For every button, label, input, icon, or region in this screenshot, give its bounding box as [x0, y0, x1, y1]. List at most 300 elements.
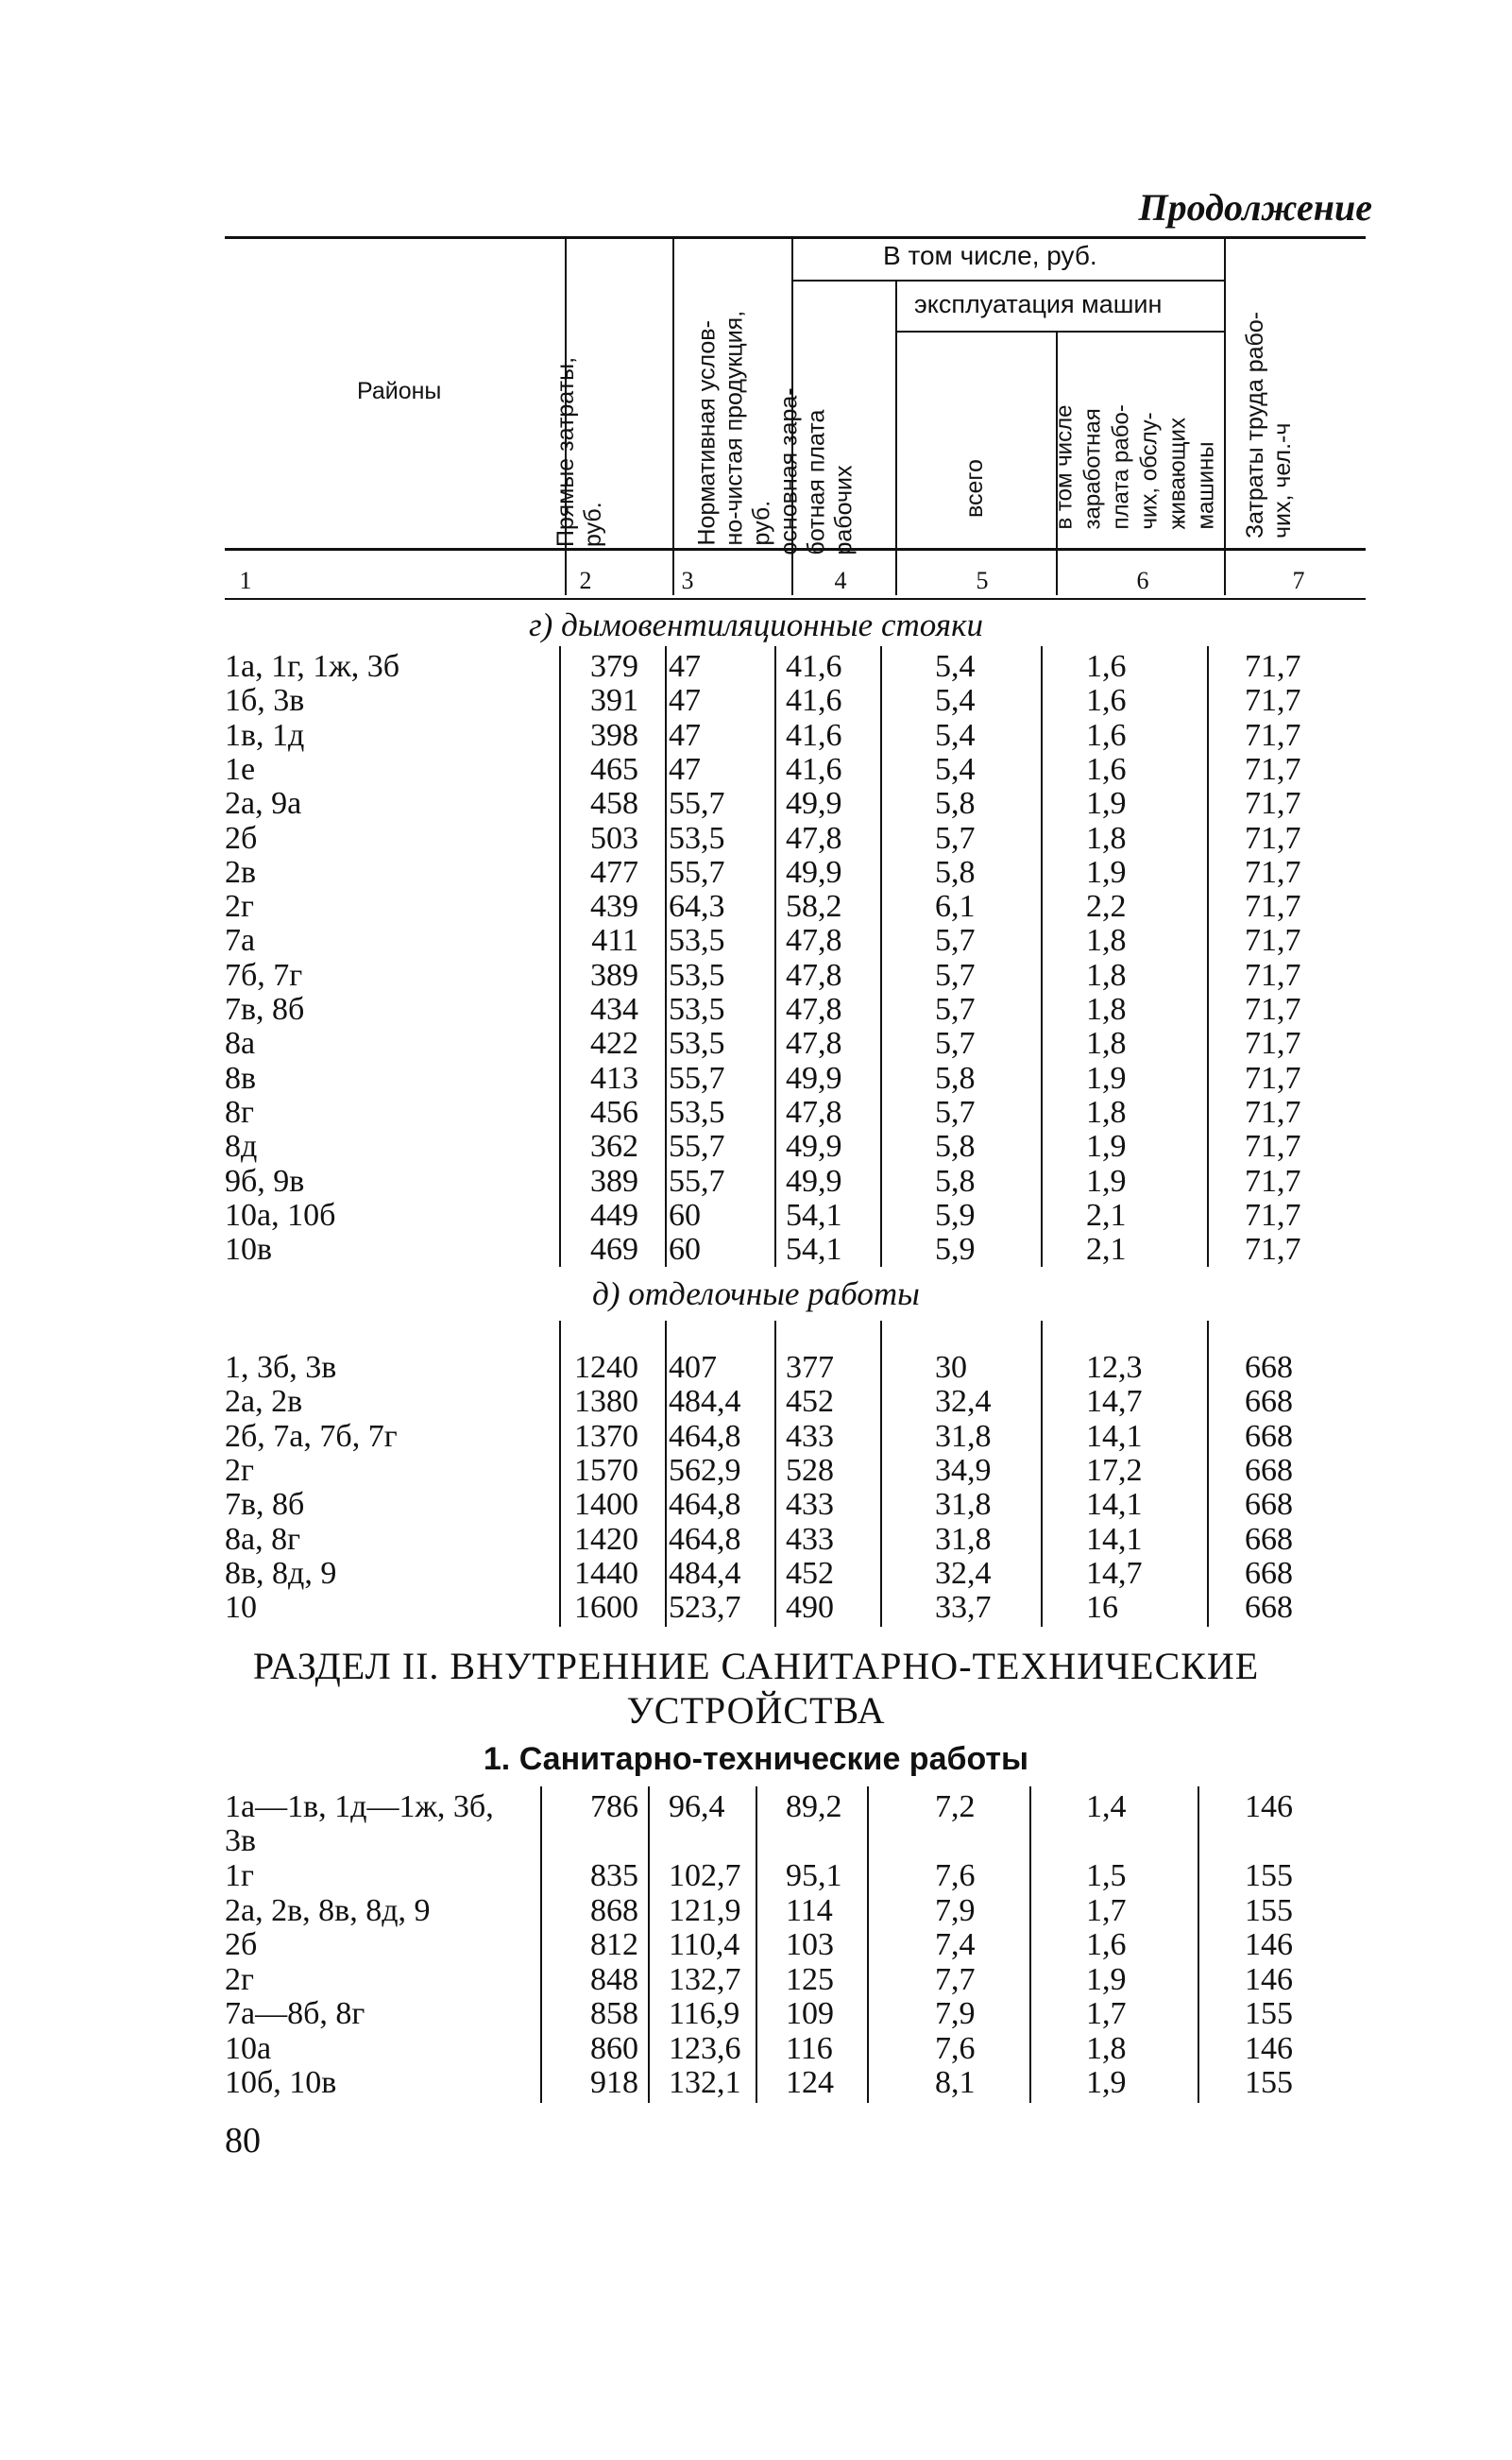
region-cell: 8г: [225, 1094, 254, 1130]
value-cell: 1,8: [1086, 957, 1127, 993]
value-cell: 47,8: [786, 923, 842, 959]
value-cell: 668: [1245, 1487, 1293, 1523]
table-row: [0, 856, 1512, 890]
region-cell: 9б, 9в: [225, 1163, 305, 1199]
region-cell: 2г: [225, 1961, 254, 1997]
value-cell: 155: [1245, 1892, 1293, 1928]
value-cell: 7,6: [935, 1858, 976, 1893]
value-cell: 464,8: [669, 1418, 741, 1454]
table-row: [0, 1165, 1512, 1199]
value-cell: 1,6: [1086, 649, 1127, 684]
value-cell: 53,5: [669, 957, 725, 993]
table-row: [0, 650, 1512, 684]
colnum-bottom-rule: [225, 598, 1366, 600]
value-cell: 54,1: [786, 1197, 842, 1233]
value-cell: 668: [1245, 1350, 1293, 1385]
value-cell: 34,9: [935, 1452, 992, 1488]
value-cell: 5,9: [935, 1232, 976, 1268]
value-cell: 41,6: [786, 683, 842, 719]
value-cell: 32,4: [935, 1384, 992, 1420]
table-row: [0, 1199, 1512, 1233]
col-wages-header: основная зара- ботная плата рабочих: [775, 387, 858, 555]
value-cell: 71,7: [1245, 1060, 1301, 1096]
col-labor-header: Затраты труда рабо- чих, чел.-ч: [1242, 311, 1296, 538]
value-cell: 1,9: [1086, 854, 1127, 890]
value-cell: 124: [786, 2065, 834, 2100]
table-row: [0, 1963, 1512, 1997]
part-title: РАЗДЕЛ II. ВНУТРЕННИЕ САНИТАРНО-ТЕХНИЧЕСКИЕ: [252, 1645, 1260, 1687]
region-cell: 2б: [225, 820, 258, 856]
value-cell: 155: [1245, 1996, 1293, 2031]
table-row: [0, 1997, 1512, 2031]
header-top-rule: [225, 236, 1366, 239]
value-cell: 7,6: [935, 2030, 976, 2066]
table-row: [0, 1591, 1512, 1625]
value-cell: 2,1: [1086, 1197, 1127, 1233]
value-cell: 1,8: [1086, 1026, 1127, 1062]
value-cell: 5,4: [935, 751, 976, 787]
value-cell: 55,7: [669, 1129, 725, 1165]
value-cell: 49,9: [786, 1163, 842, 1199]
value-cell: 433: [786, 1487, 834, 1523]
value-cell: 31,8: [935, 1487, 992, 1523]
value-cell: 1,8: [1086, 992, 1127, 1027]
value-cell: 413: [590, 1060, 638, 1096]
table-row: [0, 1488, 1512, 1522]
value-cell: 103: [786, 1927, 834, 1962]
value-cell: 53,5: [669, 1094, 725, 1130]
value-cell: 1420: [574, 1521, 638, 1557]
value-cell: 53,5: [669, 923, 725, 959]
table-row: [0, 924, 1512, 958]
value-cell: 132,7: [669, 1961, 741, 1997]
value-cell: 55,7: [669, 786, 725, 822]
value-cell: 14,1: [1086, 1521, 1143, 1557]
value-cell: 389: [590, 957, 638, 993]
value-cell: 49,9: [786, 1129, 842, 1165]
value-cell: 53,5: [669, 1026, 725, 1062]
value-cell: 5,8: [935, 1163, 976, 1199]
value-cell: 32,4: [935, 1555, 992, 1591]
value-cell: 71,7: [1245, 923, 1301, 959]
continued-label: Продолжение: [1138, 186, 1372, 229]
region-cell: 1а, 1г, 1ж, 3б: [225, 649, 399, 684]
value-cell: 452: [786, 1555, 834, 1591]
value-cell: 114: [786, 1892, 833, 1928]
value-cell: 71,7: [1245, 1197, 1301, 1233]
value-cell: 2,1: [1086, 1232, 1127, 1268]
value-cell: 2,2: [1086, 889, 1127, 925]
value-cell: 668: [1245, 1452, 1293, 1488]
value-cell: 464,8: [669, 1521, 741, 1557]
value-cell: 8,1: [935, 2065, 976, 2100]
value-cell: 110,4: [669, 1927, 740, 1962]
value-cell: 71,7: [1245, 889, 1301, 925]
value-cell: 422: [590, 1026, 638, 1062]
value-cell: 89,2: [786, 1789, 842, 1824]
region-cell: 2а, 2в, 8в, 8д, 9: [225, 1892, 431, 1928]
value-cell: 33,7: [935, 1590, 992, 1626]
value-cell: 5,7: [935, 1026, 976, 1062]
value-cell: 469: [590, 1232, 638, 1268]
value-cell: 5,8: [935, 1060, 976, 1096]
region-cell: 10: [225, 1590, 257, 1626]
value-cell: 1,8: [1086, 820, 1127, 856]
value-cell: 391: [590, 683, 638, 719]
value-cell: 58,2: [786, 889, 842, 925]
column-number: 5: [976, 567, 989, 594]
table-row: [0, 1385, 1512, 1419]
value-cell: 1,6: [1086, 717, 1127, 753]
table-row: [0, 684, 1512, 718]
value-cell: 102,7: [669, 1858, 741, 1893]
value-cell: 12,3: [1086, 1350, 1143, 1385]
value-cell: 377: [786, 1350, 834, 1385]
value-cell: 31,8: [935, 1521, 992, 1557]
value-cell: 146: [1245, 2030, 1293, 2066]
value-cell: 7,7: [935, 1961, 976, 1997]
section-title: г) дымовентиляционные стояки: [529, 606, 983, 643]
column-number: 1: [239, 567, 252, 594]
value-cell: 41,6: [786, 717, 842, 753]
header-divider: [672, 238, 674, 595]
value-cell: 5,7: [935, 1094, 976, 1130]
table-row: [0, 1859, 1512, 1893]
region-cell: 2г: [225, 1452, 254, 1488]
table-row: [0, 1789, 1512, 1858]
region-cell: 8д: [225, 1129, 258, 1165]
table-row: [0, 822, 1512, 856]
value-cell: 47: [669, 649, 701, 684]
region-cell: 1а—1в, 1д—1ж, 3б,: [225, 1789, 494, 1824]
value-cell: 6,1: [935, 889, 976, 925]
value-cell: 1,5: [1086, 1858, 1127, 1893]
value-cell: 96,4: [669, 1789, 725, 1824]
value-cell: 490: [786, 1590, 834, 1626]
value-cell: 458: [590, 786, 638, 822]
value-cell: 1,8: [1086, 2030, 1127, 2066]
value-cell: 5,8: [935, 854, 976, 890]
value-cell: 64,3: [669, 889, 725, 925]
value-cell: 668: [1245, 1590, 1293, 1626]
table-row: [0, 1062, 1512, 1096]
table-row: [0, 1523, 1512, 1557]
value-cell: 484,4: [669, 1555, 741, 1591]
value-cell: 465: [590, 751, 638, 787]
value-cell: 1600: [574, 1590, 638, 1626]
value-cell: 434: [590, 992, 638, 1027]
group-incl-rule: [791, 280, 1224, 282]
table-row: [0, 1557, 1512, 1591]
value-cell: 41,6: [786, 649, 842, 684]
part-title-continued: УСТРОЙСТВА: [626, 1689, 886, 1732]
table-row: [0, 753, 1512, 787]
value-cell: 1,9: [1086, 2065, 1127, 2100]
value-cell: 668: [1245, 1555, 1293, 1591]
table-row: [0, 2032, 1512, 2066]
value-cell: 5,7: [935, 957, 976, 993]
value-cell: 1,9: [1086, 786, 1127, 822]
value-cell: 53,5: [669, 992, 725, 1027]
value-cell: 668: [1245, 1384, 1293, 1420]
value-cell: 812: [590, 1927, 638, 1962]
column-number: 6: [1136, 567, 1149, 594]
value-cell: 60: [669, 1197, 701, 1233]
value-cell: 398: [590, 717, 638, 753]
value-cell: 523,7: [669, 1590, 741, 1626]
value-cell: 71,7: [1245, 717, 1301, 753]
region-cell: 10а: [225, 2030, 272, 2066]
region-cell: 1, 3б, 3в: [225, 1350, 337, 1385]
value-cell: 562,9: [669, 1452, 741, 1488]
column-number: 2: [579, 567, 592, 594]
column-number: 7: [1292, 567, 1305, 594]
table-row: [0, 1130, 1512, 1164]
region-cell: 7а: [225, 923, 256, 959]
value-cell: 1570: [574, 1452, 638, 1488]
value-cell: 71,7: [1245, 1129, 1301, 1165]
value-cell: 14,7: [1086, 1555, 1143, 1591]
value-cell: 860: [590, 2030, 638, 2066]
value-cell: 433: [786, 1521, 834, 1557]
value-cell: 456: [590, 1094, 638, 1130]
column-number: 4: [834, 567, 847, 594]
value-cell: 31,8: [935, 1418, 992, 1454]
value-cell: 71,7: [1245, 854, 1301, 890]
value-cell: 433: [786, 1418, 834, 1454]
value-cell: 47,8: [786, 957, 842, 993]
value-cell: 1240: [574, 1350, 638, 1385]
value-cell: 71,7: [1245, 1232, 1301, 1268]
region-cell: 8а, 8г: [225, 1521, 301, 1557]
value-cell: 55,7: [669, 1060, 725, 1096]
col-total-header: всего: [961, 459, 988, 518]
value-cell: 49,9: [786, 1060, 842, 1096]
value-cell: 155: [1245, 2065, 1293, 2100]
region-cell: 1в, 1д: [225, 717, 305, 753]
value-cell: 1,7: [1086, 1996, 1127, 2031]
table-row: [0, 1027, 1512, 1061]
value-cell: 17,2: [1086, 1452, 1143, 1488]
value-cell: 503: [590, 820, 638, 856]
value-cell: 47,8: [786, 992, 842, 1027]
value-cell: 464,8: [669, 1487, 741, 1523]
value-cell: 5,7: [935, 820, 976, 856]
table-row: [0, 993, 1512, 1027]
region-cell: 1е: [225, 751, 256, 787]
value-cell: 5,8: [935, 786, 976, 822]
value-cell: 55,7: [669, 1163, 725, 1199]
value-cell: 47,8: [786, 820, 842, 856]
region-cell: 7в, 8б: [225, 992, 305, 1027]
value-cell: 123,6: [669, 2030, 741, 2066]
value-cell: 14,1: [1086, 1418, 1143, 1454]
value-cell: 1,6: [1086, 683, 1127, 719]
value-cell: 362: [590, 1129, 638, 1165]
table-row: [0, 1420, 1512, 1454]
value-cell: 14,7: [1086, 1384, 1143, 1420]
header-divider: [895, 282, 897, 595]
value-cell: 7,9: [935, 1892, 976, 1928]
region-cell: 7б, 7г: [225, 957, 303, 993]
region-cell: 2б: [225, 1927, 258, 1962]
table-row: [0, 2066, 1512, 2100]
value-cell: 5,4: [935, 683, 976, 719]
value-cell: 528: [786, 1452, 834, 1488]
table-row: [0, 959, 1512, 993]
value-cell: 71,7: [1245, 1163, 1301, 1199]
col-normative-header: Нормативная услов- но-чистая продукция, руб.: [693, 310, 775, 546]
value-cell: 146: [1245, 1927, 1293, 1962]
table-row: [0, 1351, 1512, 1385]
value-cell: 55,7: [669, 854, 725, 890]
value-cell: 1,7: [1086, 1892, 1127, 1928]
page-number: 80: [225, 2121, 261, 2161]
value-cell: 1380: [574, 1384, 638, 1420]
value-cell: 868: [590, 1892, 638, 1928]
region-cell: 7в, 8б: [225, 1487, 305, 1523]
value-cell: 116,9: [669, 1996, 740, 2031]
value-cell: 71,7: [1245, 683, 1301, 719]
value-cell: 1440: [574, 1555, 638, 1591]
value-cell: 49,9: [786, 786, 842, 822]
value-cell: 668: [1245, 1521, 1293, 1557]
region-cell: 2в: [225, 854, 257, 890]
value-cell: 71,7: [1245, 786, 1301, 822]
value-cell: 14,1: [1086, 1487, 1143, 1523]
value-cell: 49,9: [786, 854, 842, 890]
table-row: [0, 1096, 1512, 1130]
value-cell: 379: [590, 649, 638, 684]
value-cell: 439: [590, 889, 638, 925]
table-row: [0, 1894, 1512, 1928]
value-cell: 1,8: [1086, 923, 1127, 959]
value-cell: 1,9: [1086, 1129, 1127, 1165]
value-cell: 5,8: [935, 1129, 976, 1165]
table-row: [0, 890, 1512, 924]
value-cell: 668: [1245, 1418, 1293, 1454]
value-cell: 918: [590, 2065, 638, 2100]
value-cell: 121,9: [669, 1892, 741, 1928]
region-cell: 1б, 3в: [225, 683, 305, 719]
region-cell: 7а—8б, 8г: [225, 1996, 365, 2031]
value-cell: 7,4: [935, 1927, 976, 1962]
value-cell: 1,8: [1086, 1094, 1127, 1130]
value-cell: 16: [1086, 1590, 1118, 1626]
value-cell: 1,6: [1086, 1927, 1127, 1962]
value-cell: 5,9: [935, 1197, 976, 1233]
value-cell: 47,8: [786, 1026, 842, 1062]
value-cell: 452: [786, 1384, 834, 1420]
value-cell: 411: [591, 923, 638, 959]
col-incl-wages-header: в том числе заработная плата рабо- чих, обслу- живающих машины: [1051, 404, 1219, 530]
region-cell: 8в, 8д, 9: [225, 1555, 337, 1591]
value-cell: 1370: [574, 1418, 638, 1454]
value-cell: 786: [590, 1789, 638, 1824]
table-row: [0, 1928, 1512, 1962]
value-cell: 116: [786, 2030, 833, 2066]
value-cell: 71,7: [1245, 820, 1301, 856]
value-cell: 389: [590, 1163, 638, 1199]
value-cell: 1400: [574, 1487, 638, 1523]
table-row: [0, 1454, 1512, 1488]
region-cell: 10в: [225, 1232, 273, 1268]
value-cell: 71,7: [1245, 1094, 1301, 1130]
value-cell: 449: [590, 1197, 638, 1233]
value-cell: 53,5: [669, 820, 725, 856]
value-cell: 71,7: [1245, 1026, 1301, 1062]
value-cell: 7,2: [935, 1789, 976, 1824]
value-cell: 858: [590, 1996, 638, 2031]
value-cell: 1,4: [1086, 1789, 1127, 1824]
value-cell: 95,1: [786, 1858, 842, 1893]
column-number: 3: [681, 567, 694, 594]
value-cell: 109: [786, 1996, 834, 2031]
group-machines-header: эксплуатация машин: [914, 290, 1163, 318]
section-title: д) отделочные работы: [592, 1275, 920, 1312]
region-cell: 2а, 9а: [225, 786, 302, 822]
value-cell: 407: [669, 1350, 717, 1385]
value-cell: 71,7: [1245, 751, 1301, 787]
value-cell: 1,6: [1086, 751, 1127, 787]
region-cell: 8в: [225, 1060, 257, 1096]
value-cell: 5,4: [935, 717, 976, 753]
value-cell: 47,8: [786, 1094, 842, 1130]
value-cell: 1,9: [1086, 1163, 1127, 1199]
subsection-title: 1. Санитарно-технические работы: [483, 1741, 1029, 1777]
value-cell: 47: [669, 717, 701, 753]
value-cell: 835: [590, 1858, 638, 1893]
value-cell: 41,6: [786, 751, 842, 787]
region-cell: 8а: [225, 1026, 256, 1062]
value-cell: 146: [1245, 1789, 1293, 1824]
value-cell: 5,7: [935, 992, 976, 1027]
value-cell: 54,1: [786, 1232, 842, 1268]
value-cell: 848: [590, 1961, 638, 1997]
value-cell: 477: [590, 854, 638, 890]
value-cell: 132,1: [669, 2065, 741, 2100]
region-cell: 2г: [225, 889, 254, 925]
value-cell: 146: [1245, 1961, 1293, 1997]
value-cell: 484,4: [669, 1384, 741, 1420]
region-cell: 10б, 10в: [225, 2065, 337, 2100]
table-row: [0, 719, 1512, 753]
value-cell: 5,7: [935, 923, 976, 959]
value-cell: 5,4: [935, 649, 976, 684]
col-regions-header: Районы: [357, 378, 442, 404]
value-cell: 7,9: [935, 1996, 976, 2031]
table-row: [0, 787, 1512, 821]
value-cell: 125: [786, 1961, 834, 1997]
value-cell: 47: [669, 751, 701, 787]
region-cell: 2б, 7а, 7б, 7г: [225, 1418, 398, 1454]
col-direct-header: Прямые затраты, руб.: [552, 356, 606, 547]
value-cell: 60: [669, 1232, 701, 1268]
region-cell: 10а, 10б: [225, 1197, 336, 1233]
region-cell: 1г: [225, 1858, 254, 1893]
value-cell: 71,7: [1245, 957, 1301, 993]
value-cell: 30: [935, 1350, 967, 1385]
value-cell: 155: [1245, 1858, 1293, 1893]
value-cell: 1,9: [1086, 1961, 1127, 1997]
value-cell: 71,7: [1245, 992, 1301, 1027]
region-cell-continued: 3в: [225, 1823, 257, 1858]
value-cell: 47: [669, 683, 701, 719]
group-incl-header: В том числе, руб.: [883, 241, 1097, 270]
value-cell: 1,9: [1086, 1060, 1127, 1096]
value-cell: 71,7: [1245, 649, 1301, 684]
region-cell: 2а, 2в: [225, 1384, 303, 1420]
